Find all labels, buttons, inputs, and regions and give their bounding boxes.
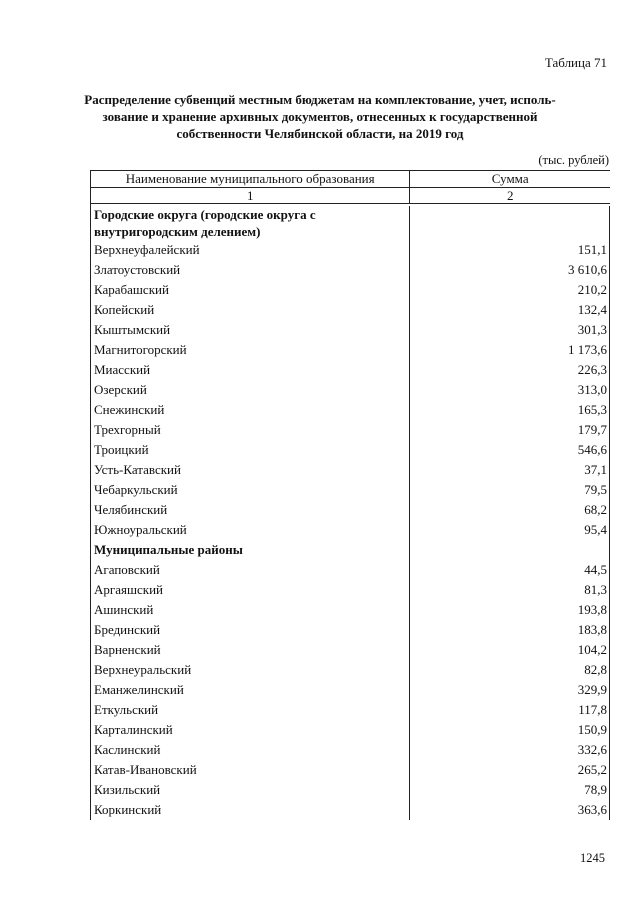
municipality-name: Верхнеуфалейский xyxy=(91,240,410,260)
section-sum-cell xyxy=(410,540,610,560)
municipality-name: Златоустовский xyxy=(91,260,410,280)
table-header-row xyxy=(90,170,610,188)
municipality-name: Кыштымский xyxy=(91,320,410,340)
document-title: Распределение субвенций местным бюджетам на комплектование, учет, исполь-зование и хранение архивных документов, отнесенных к государственной собственности Челябинской области, на 2019 год xyxy=(84,92,556,141)
section-header-row xyxy=(91,540,610,560)
table-row xyxy=(91,240,610,260)
subvention-amount: 193,8 xyxy=(410,600,610,620)
table-row xyxy=(91,560,610,580)
subvention-amount: 313,0 xyxy=(410,380,610,400)
municipality-name: Варненский xyxy=(91,640,410,660)
municipality-name: Аргаяшский xyxy=(91,580,410,600)
subvention-amount: 329,9 xyxy=(410,680,610,700)
table-row xyxy=(91,360,610,380)
subvention-amount: 265,2 xyxy=(410,760,610,780)
section-sum-cell xyxy=(410,206,610,240)
table-row xyxy=(91,660,610,680)
table-row xyxy=(91,640,610,660)
subvention-amount: 332,6 xyxy=(410,740,610,760)
subvention-amount: 104,2 xyxy=(410,640,610,660)
municipality-name: Коркинский xyxy=(91,800,410,820)
municipality-name: Троицкий xyxy=(91,440,410,460)
municipality-name: Миасский xyxy=(91,360,410,380)
table-row xyxy=(91,260,610,280)
table-body xyxy=(90,204,610,820)
page-number: 1245 xyxy=(580,851,605,865)
table-row xyxy=(91,700,610,720)
subvention-amount: 44,5 xyxy=(410,560,610,580)
subvention-table xyxy=(90,170,610,820)
subvention-amount: 81,3 xyxy=(410,580,610,600)
subvention-amount: 150,9 xyxy=(410,720,610,740)
table-row xyxy=(91,380,610,400)
municipality-name: Копейский xyxy=(91,300,410,320)
table-row xyxy=(91,420,610,440)
table-row xyxy=(91,580,610,600)
table-row xyxy=(91,340,610,360)
table-row xyxy=(91,320,610,340)
table-row xyxy=(91,600,610,620)
subvention-amount: 68,2 xyxy=(410,500,610,520)
municipality-name: Озерский xyxy=(91,380,410,400)
table-row xyxy=(91,460,610,480)
subvention-amount: 151,1 xyxy=(410,240,610,260)
municipality-name: Снежинский xyxy=(91,400,410,420)
subvention-amount: 3 610,6 xyxy=(410,260,610,280)
table-row xyxy=(91,280,610,300)
municipality-name: Чебаркульский xyxy=(91,480,410,500)
subvention-amount: 79,5 xyxy=(410,480,610,500)
subvention-amount: 1 173,6 xyxy=(410,340,610,360)
subvention-amount: 179,7 xyxy=(410,420,610,440)
municipality-name: Еткульский xyxy=(91,700,410,720)
municipality-name: Южноуральский xyxy=(91,520,410,540)
municipality-name: Ашинский xyxy=(91,600,410,620)
subvention-amount: 82,8 xyxy=(410,660,610,680)
table-row xyxy=(91,760,610,780)
municipality-name: Агаповский xyxy=(91,560,410,580)
subvention-amount: 37,1 xyxy=(410,460,610,480)
municipality-name: Каслинский xyxy=(91,740,410,760)
table-row xyxy=(91,520,610,540)
column-header-sum: Сумма xyxy=(491,171,529,186)
section-title: Муниципальные районы xyxy=(91,540,410,560)
column-number-sum: 2 xyxy=(506,188,514,203)
table-row xyxy=(91,720,610,740)
table-row xyxy=(91,480,610,500)
municipality-name: Магнитогорский xyxy=(91,340,410,360)
municipality-name: Карталинский xyxy=(91,720,410,740)
municipality-name: Трехгорный xyxy=(91,420,410,440)
column-number-name: 1 xyxy=(91,188,410,203)
municipality-name: Кизильский xyxy=(91,780,410,800)
subvention-amount: 78,9 xyxy=(410,780,610,800)
municipality-name: Катав-Ивановский xyxy=(91,760,410,780)
section-title: Городские округа (городские округа с внутригородским делением) xyxy=(91,206,410,240)
municipality-name: Еманжелинский xyxy=(91,680,410,700)
table-row xyxy=(91,800,610,820)
column-header-name: Наименование муниципального образования xyxy=(91,171,410,187)
subvention-amount: 132,4 xyxy=(410,300,610,320)
subvention-amount: 546,6 xyxy=(410,440,610,460)
table-number-label: Таблица 71 xyxy=(544,55,607,70)
subvention-amount: 95,4 xyxy=(410,520,610,540)
table-row xyxy=(91,780,610,800)
subvention-amount: 226,3 xyxy=(410,360,610,380)
municipality-name: Карабашский xyxy=(91,280,410,300)
subvention-amount: 165,3 xyxy=(410,400,610,420)
table-row xyxy=(91,440,610,460)
municipality-name: Брединский xyxy=(91,620,410,640)
units-note: (тыс. рублей) xyxy=(538,153,609,167)
section-header-row xyxy=(91,204,610,240)
subvention-amount: 117,8 xyxy=(410,700,610,720)
table-row xyxy=(91,500,610,520)
municipality-name: Челябинский xyxy=(91,500,410,520)
municipality-name: Верхнеуральский xyxy=(91,660,410,680)
table-row xyxy=(91,400,610,420)
table-row xyxy=(91,300,610,320)
table-row xyxy=(91,680,610,700)
table-row xyxy=(91,740,610,760)
table-row xyxy=(91,620,610,640)
subvention-amount: 183,8 xyxy=(410,620,610,640)
subvention-amount: 363,6 xyxy=(410,800,610,820)
municipality-name: Усть-Катавский xyxy=(91,460,410,480)
subvention-amount: 210,2 xyxy=(410,280,610,300)
subvention-amount: 301,3 xyxy=(410,320,610,340)
column-number-row xyxy=(90,188,610,204)
